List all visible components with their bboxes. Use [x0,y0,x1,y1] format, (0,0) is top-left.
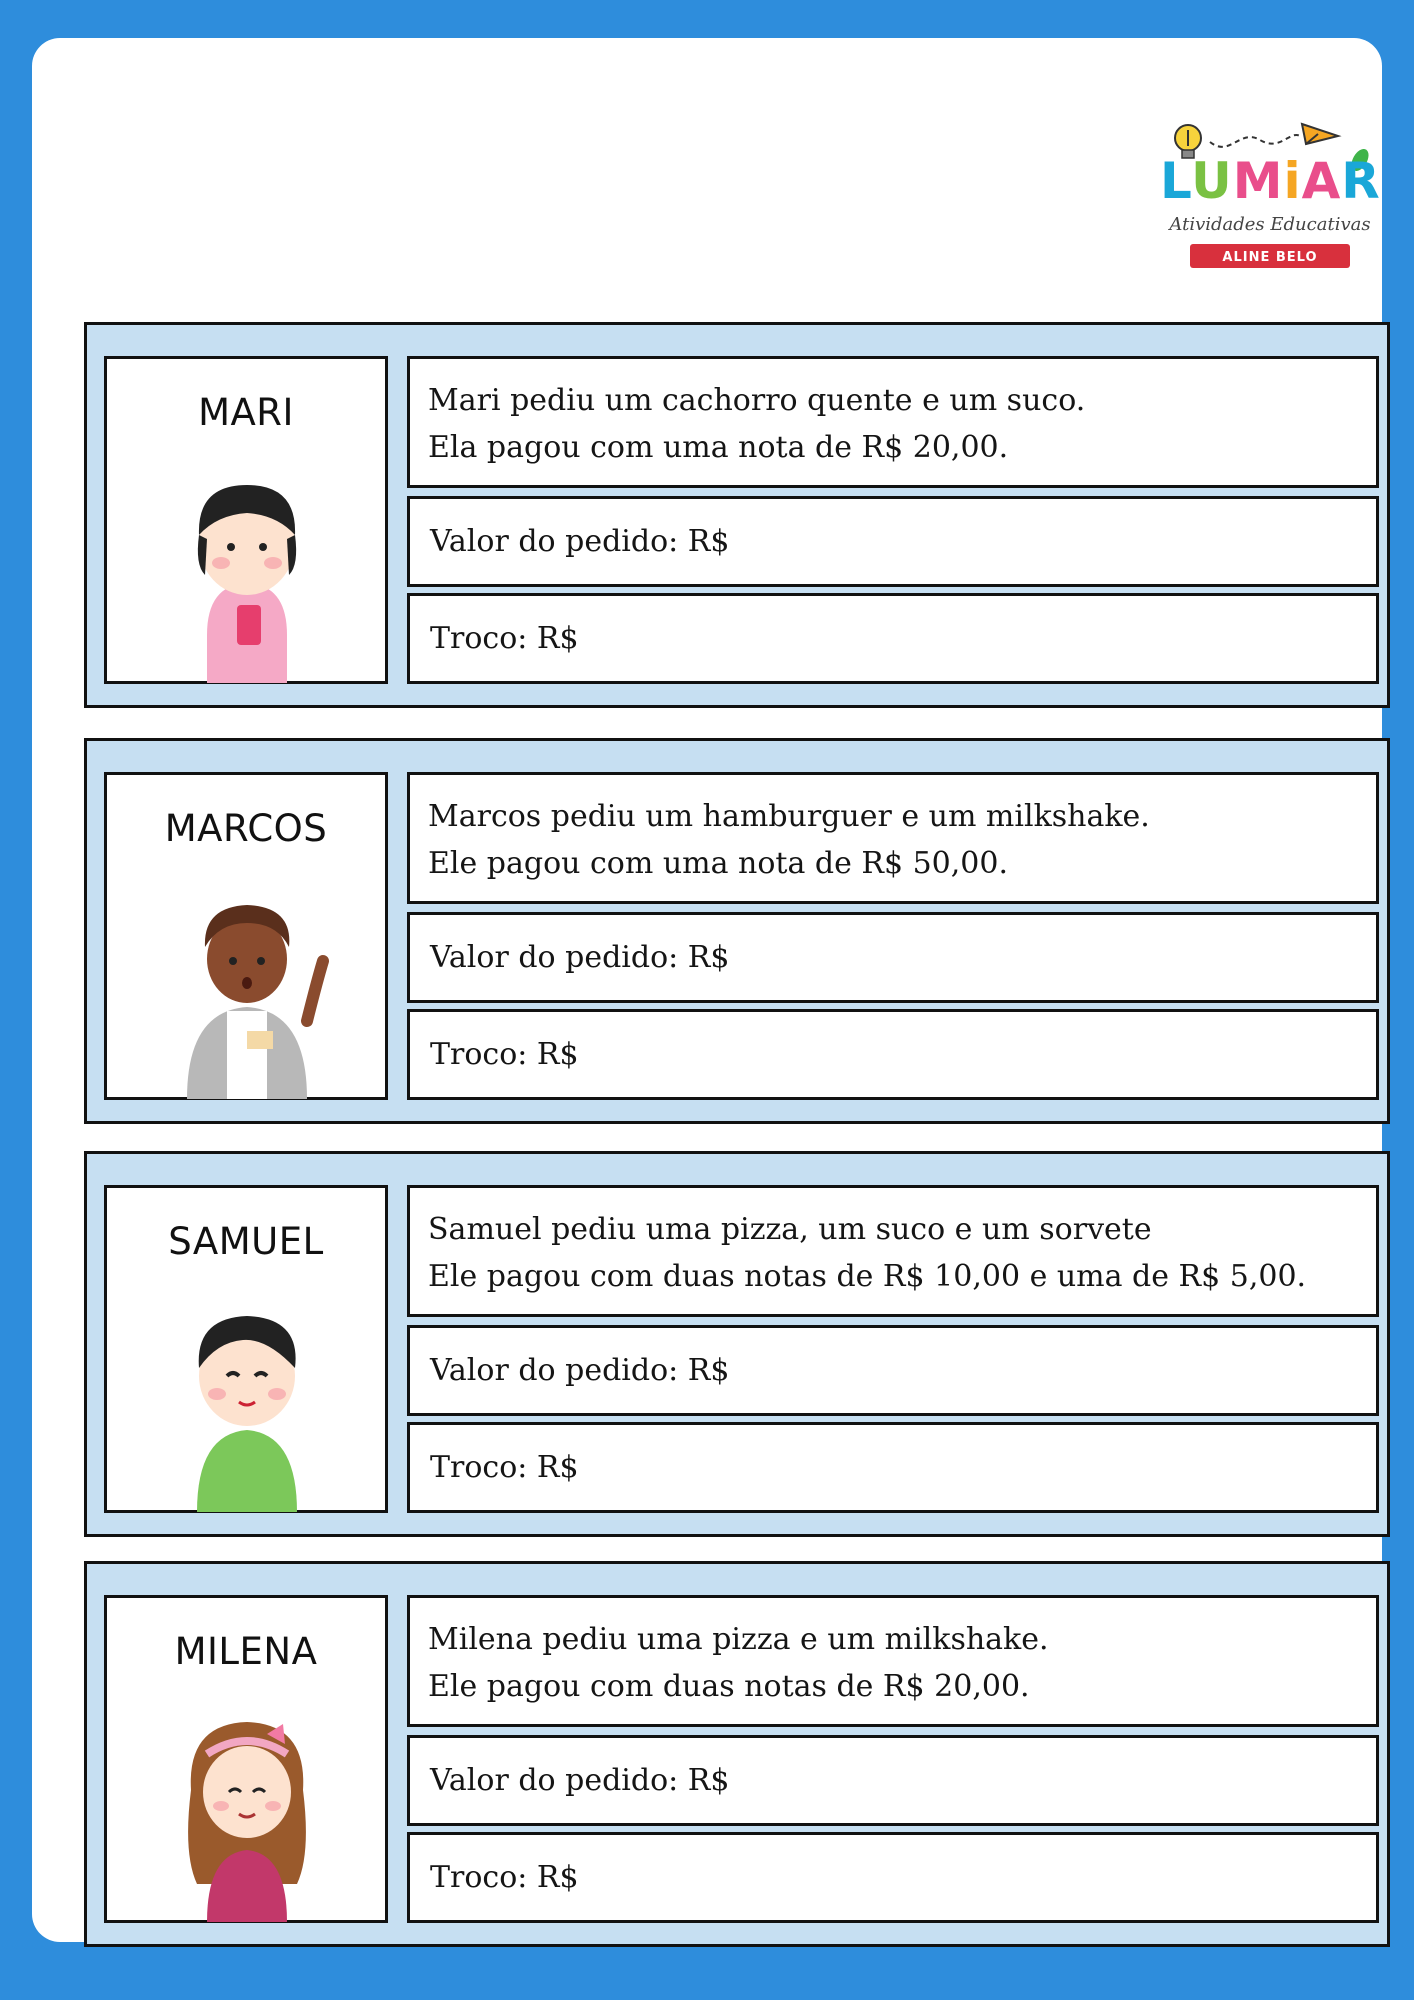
problem-line: Ele pagou com duas notas de R$ 20,00. [428,1669,1030,1704]
problem-card-milena [84,1561,1390,1947]
change-field[interactable] [407,1009,1379,1100]
portrait-mari [104,356,388,684]
portrait-samuel [104,1185,388,1513]
girl-pink-bow-illustration [147,1694,347,1922]
paper-plane-icon [1302,124,1338,144]
change-label: Troco: R$ [430,1450,579,1485]
boy-green-shirt-illustration [147,1284,347,1512]
order-total-field[interactable] [407,912,1379,1003]
problem-line: Mari pediu um cachorro quente e um suco. [428,383,1086,418]
character-name: MARI [198,391,294,434]
problem-card-samuel [84,1151,1390,1537]
problem-line: Ele pagou com uma nota de R$ 50,00. [428,846,1009,881]
character-name: MILENA [174,1630,318,1673]
brand-author: ALINE BELO [1222,250,1318,265]
order-total-label: Valor do pedido: R$ [430,524,730,559]
change-label: Troco: R$ [430,1037,579,1072]
change-field[interactable] [407,1422,1379,1513]
worksheet-page [32,38,1382,1942]
brand-author-ribbon [1190,244,1350,268]
lumiar-logo: LUMiAR Atividades Educativas ALINE BELO [1160,110,1380,280]
character-name: MARCOS [164,807,328,850]
problem-card-mari [84,322,1390,708]
phone-icon [237,605,261,645]
order-total-label: Valor do pedido: R$ [430,1353,730,1388]
problem-card-marcos [84,738,1390,1124]
problem-line: Ela pagou com uma nota de R$ 20,00. [428,430,1009,465]
brand-tagline: Atividades Educativas [1169,214,1371,235]
problem-line: Milena pediu uma pizza e um milkshake. [428,1622,1049,1657]
boy-waving-illustration [147,871,347,1099]
problem-statement [407,356,1379,488]
problem-statement [407,1595,1379,1727]
portrait-milena [104,1595,388,1923]
order-total-label: Valor do pedido: R$ [430,1763,730,1798]
problem-line: Ele pagou com duas notas de R$ 10,00 e uma de R$ 5,00. [428,1259,1307,1294]
character-name: SAMUEL [168,1220,324,1263]
portrait-marcos [104,772,388,1100]
change-label: Troco: R$ [430,621,579,656]
problem-line: Samuel pediu uma pizza, um suco e um sorvete [428,1212,1152,1247]
order-total-label: Valor do pedido: R$ [430,940,730,975]
change-field[interactable] [407,1832,1379,1923]
problem-statement [407,1185,1379,1317]
girl-with-phone-illustration [147,455,347,683]
change-field[interactable] [407,593,1379,684]
order-total-field[interactable] [407,1325,1379,1416]
order-total-field[interactable] [407,1735,1379,1826]
change-label: Troco: R$ [430,1860,579,1895]
problem-statement [407,772,1379,904]
order-total-field[interactable] [407,496,1379,587]
problem-line: Marcos pediu um hamburguer e um milkshake. [428,799,1150,834]
